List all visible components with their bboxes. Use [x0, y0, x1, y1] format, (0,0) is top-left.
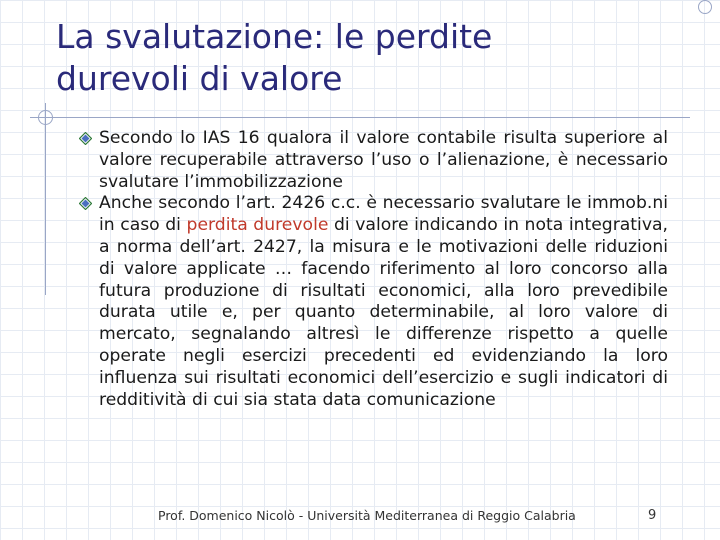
decorative-horizontal-rule: [30, 117, 690, 118]
corner-decoration-circle: [698, 0, 712, 14]
decorative-rule-circle: [38, 110, 53, 125]
highlighted-term-perdita-durevole: perdita durevole: [186, 215, 329, 236]
footer-author: Prof. Domenico Nicolò - Università Mediterranea di Reggio Calabria: [158, 508, 576, 523]
slide-title-line-2: durevoli di valore: [56, 59, 343, 98]
bullet-item-ias16: [76, 128, 668, 193]
bullet-text-ias16: Secondo lo IAS 16 qualora il valore contabile risulta superiore al valore recuperabile attraverso l’uso o l’alienazione, è necessario svalutare l’immobilizzazione: [99, 128, 668, 192]
diamond-bullet-icon: [79, 197, 92, 210]
bullet-text-art2426-before: Anche secondo l’art. 2426 c.c. è necessario svalutare le immob.ni in caso di: [99, 193, 668, 236]
bullet-text-art2426-after: di valore indicando in nota integrativa, a norma dell’art. 2427, la misura e le motivazioni delle riduzioni di valore applicate … facendo riferimento al loro concorso alla futura produzione di risultati economici, alla loro prevedibile durata utile e, per quanto determinabile, al loro valore di mercato, segnalando altresì le differenze rispetto a quelle operate negli esercizi precedenti ed evidenziando la loro influenza sui risultati economici dell’esercizio e sugli indicatori di redditività di cui sia stata data comunicazione: [99, 215, 668, 410]
page-number: 9: [648, 508, 657, 523]
slide-title: [56, 16, 676, 100]
slide-title-line-1: La svalutazione: le perdite: [56, 17, 493, 56]
slide-bullet-list: [76, 128, 668, 411]
bullet-item-art2426: [76, 193, 668, 411]
decorative-vertical-rule: [45, 103, 46, 295]
diamond-bullet-icon: [79, 132, 92, 145]
